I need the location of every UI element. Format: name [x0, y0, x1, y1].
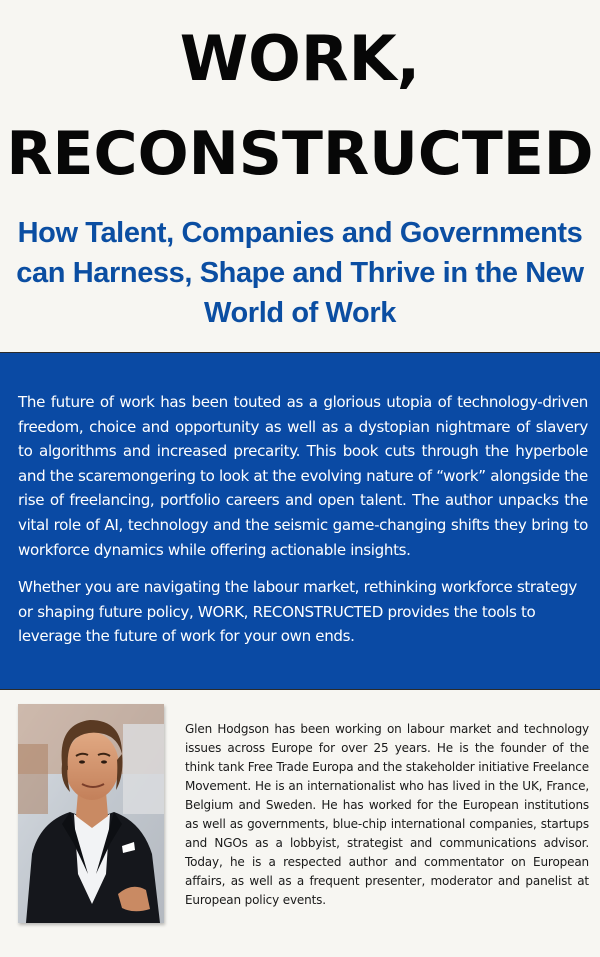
book-subtitle: How Talent, Companies and Governments can Harness, Shape and Thrive in the New World of Work: [16, 217, 584, 329]
author-section: [0, 690, 600, 957]
author-bio: Glen Hodgson has been working on labour market and technology issues across Europe for over 25 years. He is the founder of the think tank Free Trade Europa and the stakeholder initiative Freelance Movement. He is an internationalist who has lived in the UK, France, Belgium and Sweden. He has worked for the European institutions as well as governments, blue-chip international companies, startups and NGOs as a lobbyist, strategist and communications advisor. Today, he is a respected author and commentator on European affairs, as well as a frequent presenter, moderator and panelist at European policy events.: [185, 722, 589, 907]
description-panel: [0, 352, 600, 690]
description-paragraph-1: The future of work has been touted as a glorious utopia of technology-driven freedom, choice and opportunity as well as a dystopian nightmare of slavery to algorithms and increased precarity. This book cuts through the hyperbole and the scaremongering to look at the evolving nature of “work” alongside the rise of freelancing, portfolio careers and open talent. The author unpacks the vital role of AI, technology and the seismic game-changing shifts they bring to workforce dynamics while offering actionable insights.: [18, 393, 588, 559]
title-section: [0, 0, 600, 352]
author-photo: [18, 704, 164, 923]
author-portrait-image: [18, 704, 164, 923]
description-paragraph-2: Whether you are navigating the labour market, rethinking workforce strategy or shaping future policy, WORK, RECONSTRUCTED provides the tools to leverage the future of work for your own ends.: [18, 578, 577, 646]
book-title-line-1: WORK,: [179, 22, 421, 95]
book-title-line-2: RECONSTRUCTED: [6, 119, 594, 189]
